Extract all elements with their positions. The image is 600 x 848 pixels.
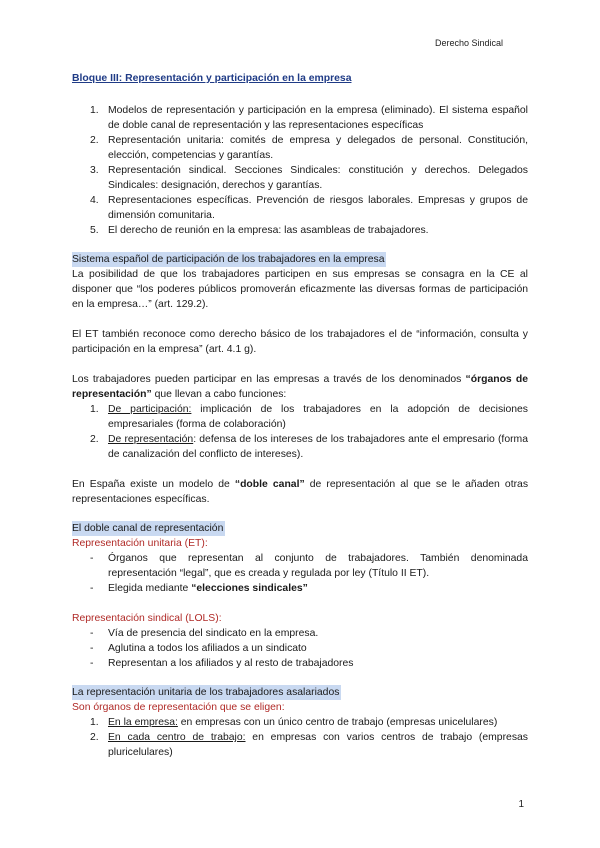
paragraph-organos: Los trabajadores pueden participar en las empresas a través de los denominados “órganos de representación” que llevan a cabo funciones: [72, 374, 528, 400]
sindical-title: Representación sindical (LOLS): [72, 613, 222, 624]
list-item: 2. En cada centro de trabajo: en empresas con varios centros de trabajo (empresas pluricelulares) [90, 732, 528, 758]
paragraph-ce: La posibilidad de que los trabajadores participen en sus empresas se consagra en la CE al disponer que “los poderes públicos promoverán eficazmente las diversas formas de participación en la empresa…” (art. 129.2). [72, 269, 528, 310]
index-item: 5. El derecho de reunión en la empresa: las asambleas de trabajadores. [90, 225, 429, 236]
function-item: 1. De participación: implicación de los trabajadores en la adopción de decisiones empresariales (forma de colaboración) [90, 404, 528, 430]
block-title: Bloque III: Representación y participación en la empresa [72, 73, 352, 84]
index-item: 2. Representación unitaria: comités de empresa y delegados de personal. Constitución, elección, competencias y garantías. [90, 135, 528, 161]
index-item: 3. Representación sindical. Secciones Sindicales: constitución y derechos. Delegados Sindicales: designación, derechos y garantías. [90, 165, 528, 191]
list-item: 1. En la empresa: en empresas con un único centro de trabajo (empresas unicelulares) [90, 717, 498, 728]
list-item: - Órganos que representan al conjunto de trabajadores. También denominada representación “legal”, que es creada y regulada por ley (Título II ET). [90, 553, 528, 579]
list-item: - Representan a los afiliados y al resto de trabajadores [90, 658, 354, 669]
index-item: 4. Representaciones específicas. Prevención de riesgos laborales. Empresas y grupos de dimensión comunitaria. [90, 195, 528, 221]
list-item: - Elegida mediante “elecciones sindicales” [90, 583, 308, 594]
organos-list [72, 715, 528, 760]
list-item: - Vía de presencia del sindicato en la empresa. [90, 628, 319, 639]
section-heading-doble-canal: El doble canal de representación [72, 523, 224, 534]
paragraph-et: El ET también reconoce como derecho básico de los trabajadores el de “información, consulta y participación en la empresa” (art. 4.1 g). [72, 329, 528, 355]
unitaria-subtitle: Son órganos de representación que se eligen: [72, 702, 285, 713]
page-number: 1 [518, 799, 524, 810]
function-item: 2. De representación: defensa de los intereses de los trabajadores ante el empresario (forma de canalización del conflicto de intereses). [90, 434, 528, 460]
page-content [72, 71, 528, 760]
section-heading-sistema: Sistema español de participación de los trabajadores en la empresa [72, 254, 385, 265]
running-header: Derecho Sindical [434, 38, 503, 48]
unitaria-title: Representación unitaria (ET): [72, 538, 208, 549]
unitaria-list [72, 551, 528, 596]
index-item: 1. Modelos de representación y participación en la empresa (eliminado). El sistema español de doble canal de representación y las representaciones específicas [90, 105, 528, 131]
paragraph-doble-canal: En España existe un modelo de “doble canal” de representación al que se le añaden otras representaciones específicas. [72, 479, 529, 505]
topic-index-list [72, 103, 528, 238]
list-item: - Aglutina a todos los afiliados a un sindicato [90, 643, 307, 654]
section-heading-unitaria: La representación unitaria de los trabajadores asalariados [72, 687, 340, 698]
functions-list [72, 402, 528, 462]
sindical-list [72, 626, 528, 671]
